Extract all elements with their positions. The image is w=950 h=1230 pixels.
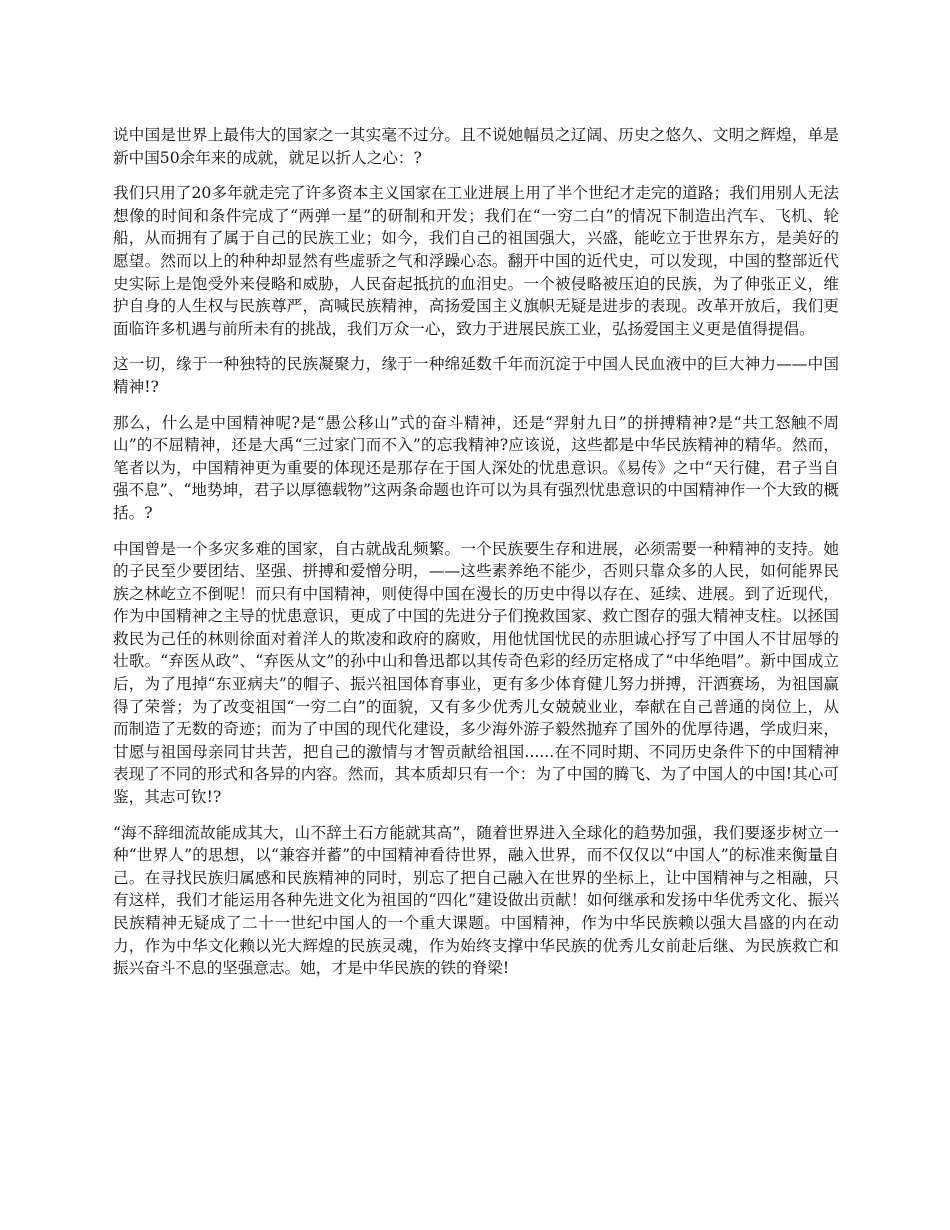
paragraph-globalization: “海不辞细流故能成其大，山不辞土石方能就其高”，随着世界进入全球化的趋势加强，我们要逐步树立一种“世界人”的思想，以“兼容并蓄”的中国精神看待世界，融入世界，而不仅仅以“中国人”的标准来衡量自己。在寻找民族归属感和民族精神的同时，别忘了把自己融入在世界的坐标上，让中国精神与之相融，只有这样，我们才能运用各种先进文化为祖国的“四化”建设做出贡献！如何继承和发扬中华优秀文化、振兴民族精神无疑成了二十一世纪中国人的一个重大课题。中国精神，作为中华民族赖以强大昌盛的内在动力，作为中华文化赖以光大辉煌的民族灵魂，作为始终支撑中华民族的优秀儿女前赴后继、为民族救亡和振兴奋斗不息的坚强意志。她，才是中华民族的铁的脊梁! [113, 823, 839, 978]
paragraph-what-is-spirit: 那么，什么是中国精神呢?是“愚公移山”式的奋斗精神，还是“羿射九日”的拼搏精神?是“共工怒触不周山”的不屈精神，还是大禹“三过家门而不入”的忘我精神?应该说，这些都是中华民族精神的精华。然而，笔者以为，中国精神更为重要的体现还是那存在于国人深处的忧患意识。《易传》之中“天行健，君子当自强不息”、“地势坤，君子以厚德载物”这两条命题也许可以为具有强烈忧患意识的中国精神作一个大致的概括。? [113, 413, 839, 522]
document-body [113, 124, 839, 993]
paragraph-history: 中国曾是一个多灾多难的国家，自古就战乱频繁。一个民族要生存和进展，必须需要一种精神的支持。她的子民至少要团结、坚强、拼搏和爱憎分明，——这些素养绝不能少，否则只靠众多的人民，如何能界民族之林屹立不倒呢！而只有中国精神，则使得中国在漫长的历史中得以存在、延续、进展。到了近现代，作为中国精神之主导的忧患意识，更成了中国的先进分子们挽救国家、救亡图存的强大精神支柱。以拯国救民为己任的林则徐面对着洋人的欺凌和政府的腐败，用他忧国忧民的赤胆诚心抒写了中国人不甘屈辱的壮歌。“弃医从政”、“弃医从文”的孙中山和鲁迅都以其传奇色彩的经历定格成了“中华绝唱”。新中国成立后，为了甩掉“东亚病夫”的帽子、振兴祖国体育事业，更有多少体育健儿努力拼搏，汗洒赛场，为祖国赢得了荣誉；为了改变祖国“一穷二白”的面貌，又有多少优秀儿女兢兢业业，奉献在自己普通的岗位上，从而制造了无数的奇迹；而为了中国的现代化建设，多少海外游子毅然抛弃了国外的优厚待遇，学成归来，甘愿与祖国母亲同甘共苦，把自己的激情与才智贡献给祖国......在不同时期、不同历史条件下的中国精神表现了不同的形式和各异的内容。然而，其本质却只有一个：为了中国的腾飞、为了中国人的中国!其心可鉴，其志可钦!? [113, 539, 839, 807]
paragraph-intro: 说中国是世界上最伟大的国家之一其实毫不过分。且不说她幅员之辽阔、历史之悠久、文明之辉煌，单是新中国50余年来的成就，就足以折人之心：? [113, 126, 839, 167]
paragraph-achievements: 我们只用了20多年就走完了许多资本主义国家在工业进展上用了半个世纪才走完的道路；我们用别人无法想像的时间和条件完成了“两弹一星”的研制和开发；我们在“一穷二白”的情况下制造出汽车、飞机、轮船，从而拥有了属于自己的民族工业；如今，我们自己的祖国强大，兴盛，能屹立于世界东方，是美好的愿望。然而以上的种种却显然有些虚骄之气和浮躁心态。翻开中国的近代史，可以发现，中国的整部近代史实际上是饱受外来侵略和威胁，人民奋起抵抗的血泪史。一个被侵略被压迫的民族，为了伸张正义，维护自身的人生权与民族尊严，高喊民族精神，高扬爱国主义旗帜无疑是进步的表现。改革开放后，我们更面临许多机遇与前所未有的挑战，我们万众一心，致力于进展民族工业，弘扬爱国主义更是值得提倡。 [113, 184, 839, 338]
paragraph-cohesion: 这一切，缘于一种独特的民族凝聚力，缘于一种绵延数千年而沉淀于中国人民血液中的巨大神力——中国精神!? [113, 355, 839, 396]
